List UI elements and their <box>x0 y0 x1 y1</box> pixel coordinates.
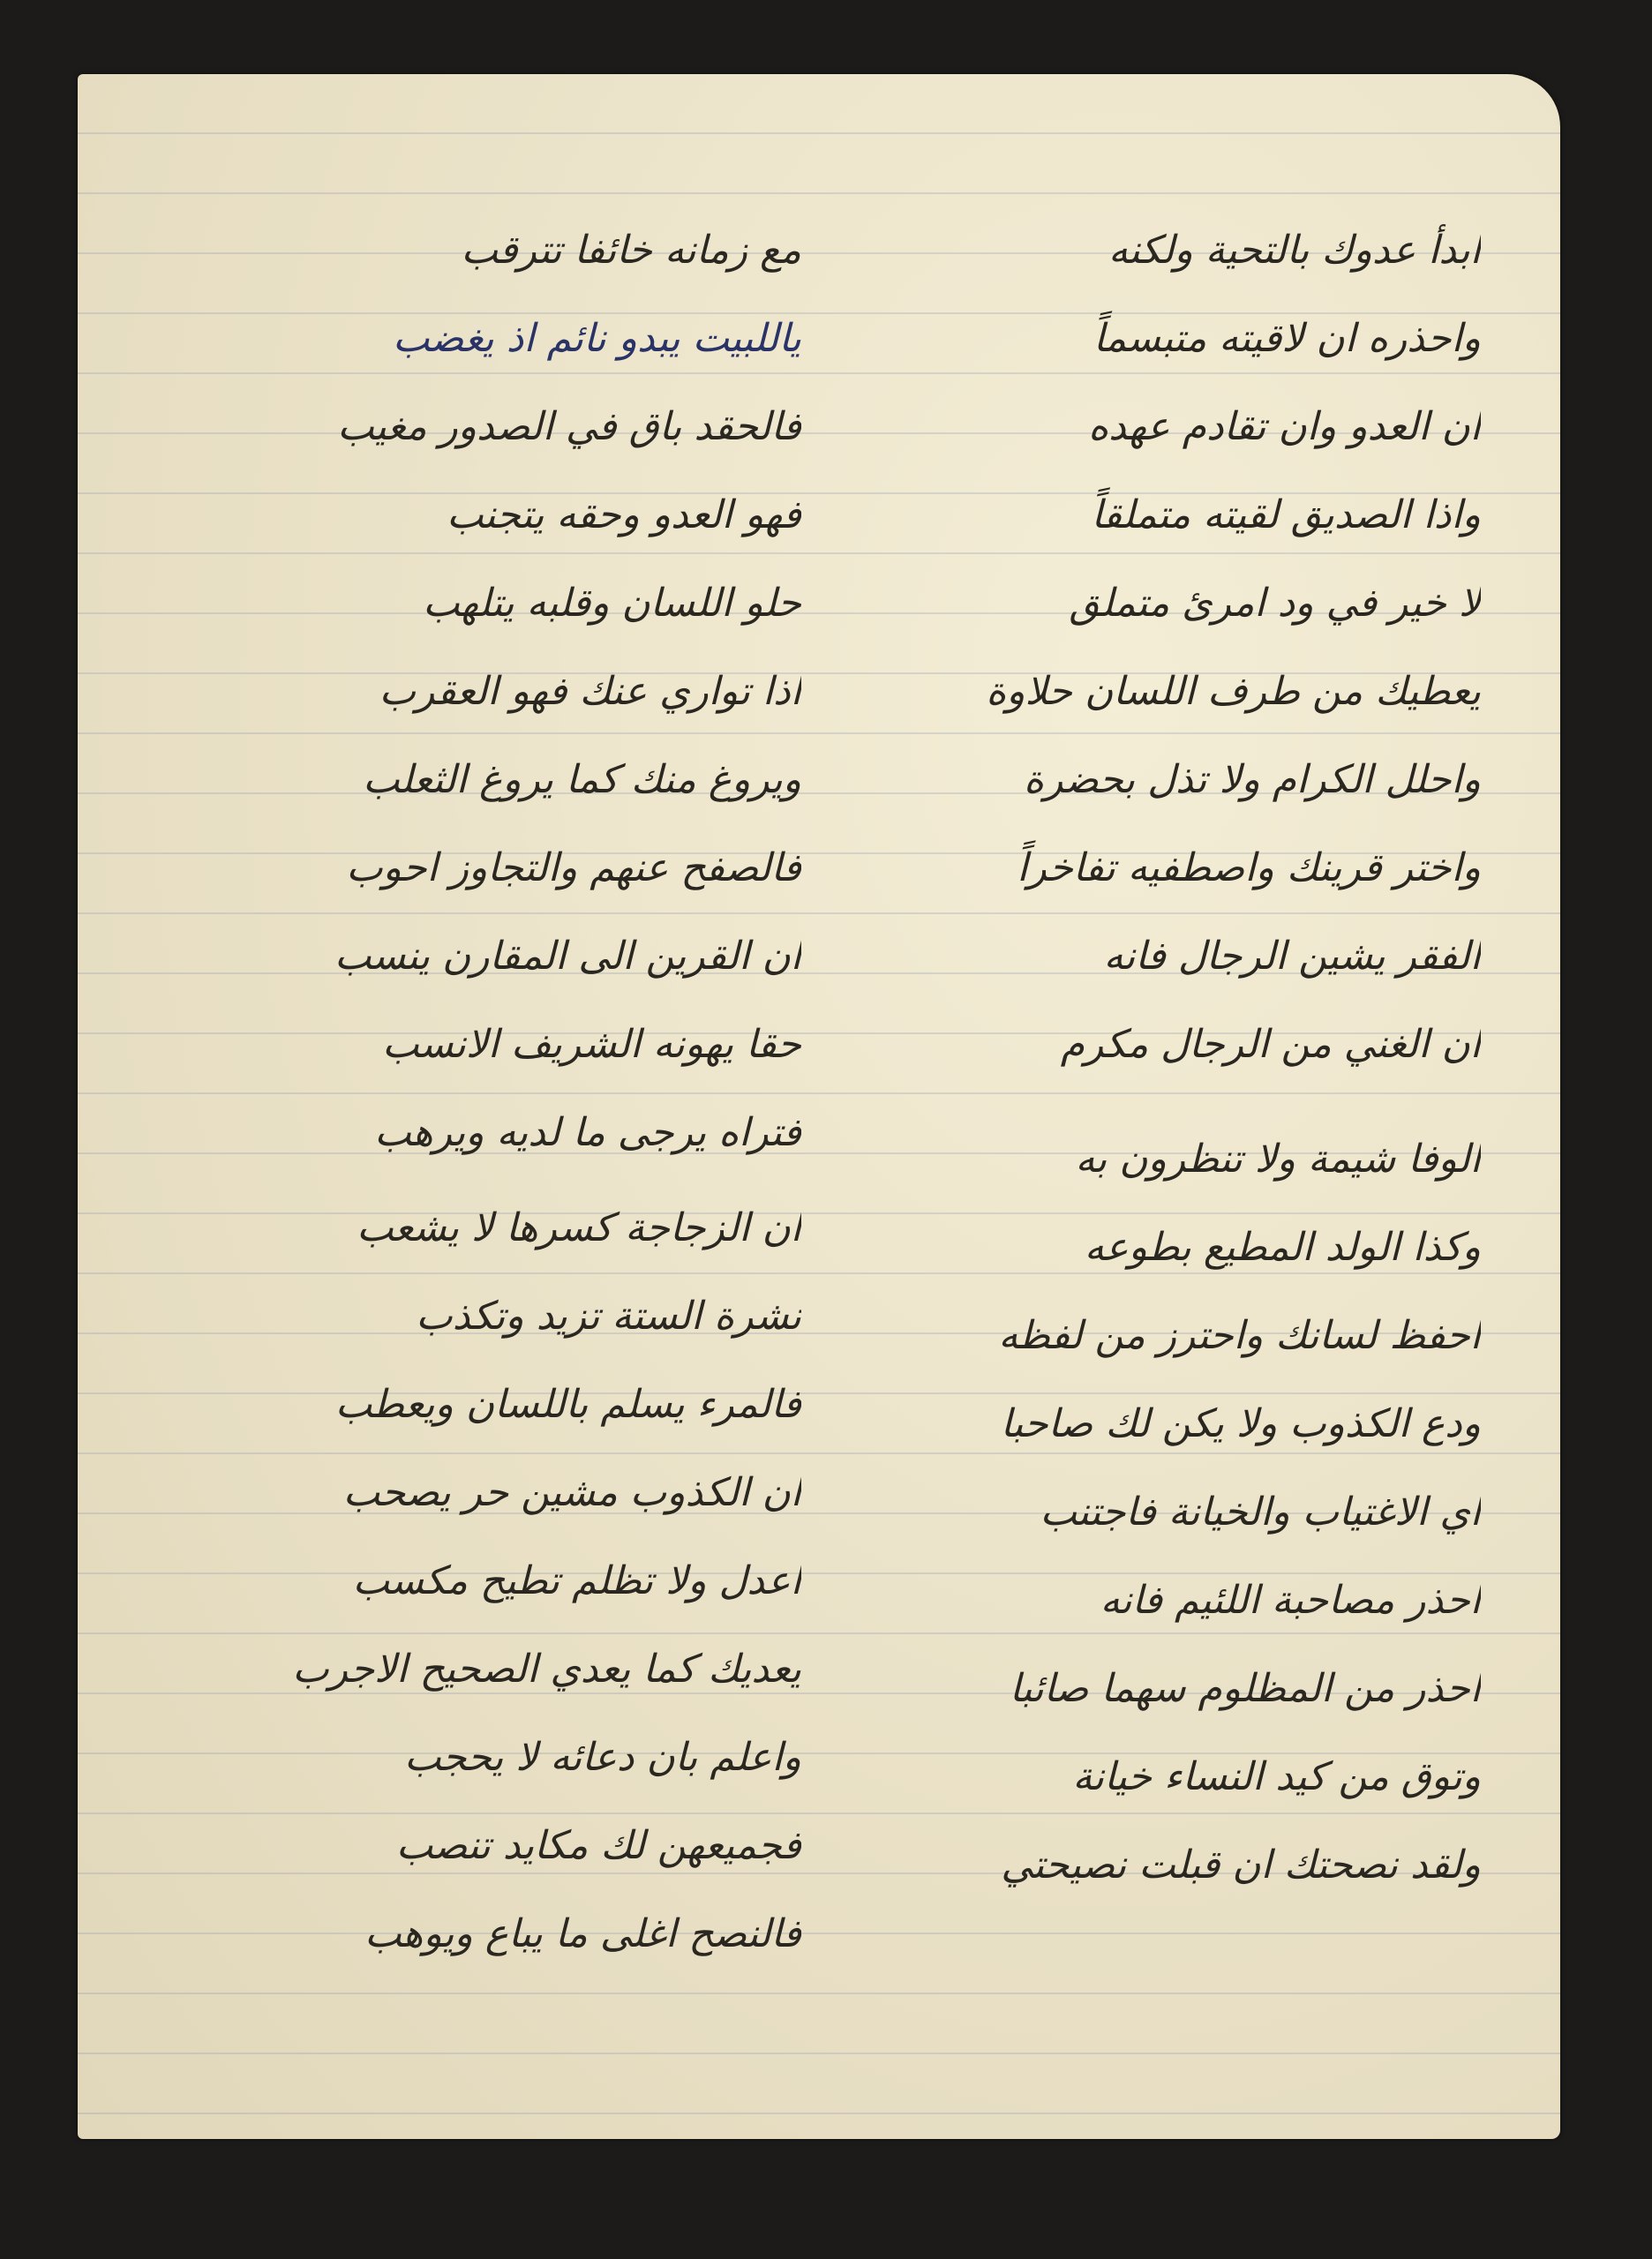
poem-line: فجميعهن لك مكايد تنصب <box>395 1823 801 1868</box>
poem-line: ياللبيت يبدو نائم اذ يغضب <box>392 316 801 361</box>
poem-line: ابدأ عدوك بالتحية ولكنه <box>1108 228 1481 273</box>
poem-line: واحذره ان لاقيته متبسماً <box>1093 316 1481 361</box>
poem-line: وكذا الولد المطيع بطوعه <box>1084 1225 1481 1270</box>
poem-line: ان الزجاجة كسرها لا يشعب <box>357 1205 801 1250</box>
poem-line: ويروغ منك كما يروغ الثعلب <box>363 757 801 802</box>
poem-line: اعدل ولا تظلم تطيح مكسب <box>352 1558 801 1603</box>
manuscript-page <box>78 74 1560 2139</box>
poem-line: اي الاغتياب والخيانة فاجتنب <box>1040 1490 1481 1535</box>
poem-line: واختر قرينك واصطفيه تفاخراً <box>1017 845 1481 890</box>
poem-line: واعلم بان دعائه لا يحجب <box>404 1735 801 1780</box>
poem-line: الوفا شيمة ولا تنظرون به <box>1075 1137 1481 1182</box>
poem-line: مع زمانه خائفا تترقب <box>461 228 801 273</box>
poem-line: ان الكذوب مشين حر يصحب <box>342 1470 801 1515</box>
poem-line: فالحقد باق في الصدور مغيب <box>337 404 801 449</box>
poem-line: ودع الكذوب ولا يكن لك صاحبا <box>1000 1401 1481 1446</box>
poem-line: اذا تواري عنك فهو العقرب <box>379 669 801 714</box>
poem-line: وتوق من كيد النساء خيانة <box>1072 1754 1481 1799</box>
poem-line: فهو العدو وحقه يتجنب <box>447 492 801 537</box>
poem-line: يعطيك من طرف اللسان حلاوة <box>986 669 1481 714</box>
poem-line: لا خير في ود امرئ متملق <box>1069 581 1481 626</box>
poem-line: نشرة الستة تزيد وتكذب <box>416 1294 801 1339</box>
poem-line: واحلل الكرام ولا تذل بحضرة <box>1024 757 1481 802</box>
poem-column-right <box>810 206 1481 1910</box>
poem-line: واذا الصديق لقيته متملقاً <box>1091 492 1481 537</box>
poem-column-left <box>131 206 801 1978</box>
poem-line: ان العدو وان تقادم عهده <box>1088 404 1481 449</box>
poem-line: يعديك كما يعدي الصحيح الاجرب <box>292 1647 801 1692</box>
poem-line: ان الغني من الرجال مكرم <box>1060 1022 1481 1067</box>
poem-line: حلو اللسان وقلبه يتلهب <box>423 581 801 626</box>
poem-line: ان القرين الى المقارن ينسب <box>334 934 801 979</box>
poem-line: فالصفح عنهم والتجاوز احوب <box>346 845 801 890</box>
poem-line: الفقر يشين الرجال فانه <box>1103 934 1481 979</box>
poem-line: ولقد نصحتك ان قبلت نصيحتي <box>1001 1842 1481 1888</box>
poem-line: احذر مصاحبة اللئيم فانه <box>1100 1578 1481 1623</box>
poem-line: فتراه يرجى ما لديه ويرهب <box>374 1110 801 1155</box>
poem-line: حقا يهونه الشريف الانسب <box>382 1022 801 1067</box>
poem-line: فالمرء يسلم باللسان ويعطب <box>334 1382 801 1427</box>
poem-line: احفظ لسانك واحترز من لفظه <box>998 1313 1481 1358</box>
poem-line: فالنصح اغلى ما يباع ويوهب <box>364 1911 801 1956</box>
poem-line: احذر من المظلوم سهما صائبا <box>1009 1666 1481 1711</box>
